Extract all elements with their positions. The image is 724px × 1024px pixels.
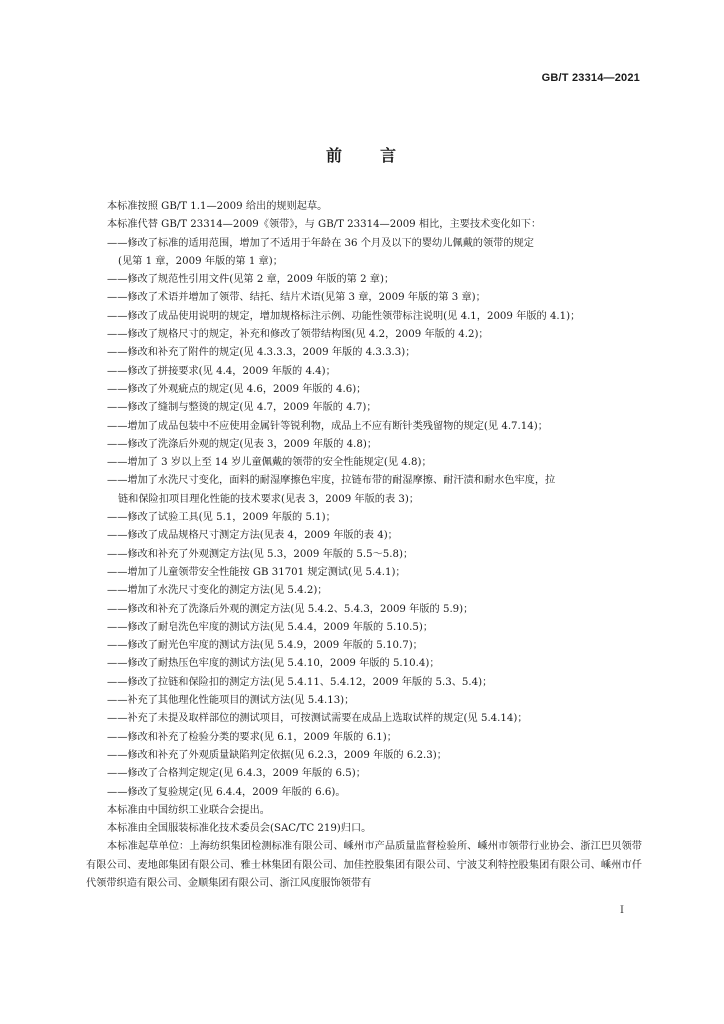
change-item-continuation: 链和保险扣项目理化性能的技术要求(见表 3，2009 年版的表 3)； xyxy=(118,493,420,505)
change-item: ——修改和补充了外观质量缺陷判定依据(见 6.2.3，2009 年版的 6.2.3)； xyxy=(107,749,447,761)
change-item: ——增加了水洗尺寸变化的测定方法(见 5.4.2)； xyxy=(107,585,328,597)
change-item: ——修改了成品规格尺寸测定方法(见表 4，2009 年版的表 4)； xyxy=(107,530,398,542)
change-item: ——修改了耐皂洗色牢度的测试方法(见 5.4.4，2009 年版的 5.10.5)； xyxy=(107,621,434,633)
change-item: ——修改了外观疵点的规定(见 4.6，2009 年版的 4.6)； xyxy=(107,383,367,395)
page-number: Ⅰ xyxy=(620,905,624,916)
intro-line: 本标准按照 GB/T 1.1—2009 给出的规则起草。 xyxy=(107,201,328,212)
change-item: ——增加了儿童领带安全性能按 GB 31701 规定测试(见 5.4.1)； xyxy=(107,566,406,578)
change-item: ——增加了成品包装中不应使用金属针等锐利物，成品上不应有断针类残留物的规定(见 4.7.14)； xyxy=(107,420,548,432)
change-item: ——修改了耐光色牢度的测试方法(见 5.4.9，2009 年版的 5.10.7)； xyxy=(107,640,423,652)
change-item: ——增加了水洗尺寸变化，面料的耐湿摩擦色牢度，拉链布带的耐湿摩擦、耐汗渍和耐水色牢度，拉 xyxy=(107,475,556,487)
change-item: ——修改了试验工具(见 5.1，2009 年版的 5.1)； xyxy=(107,512,336,524)
change-item: ——修改了标准的适用范围，增加了不适用于年龄在 36 个月及以下的婴幼儿佩戴的领带的规定 xyxy=(107,237,534,249)
drafting-units-paragraph: 本标准起草单位：上海纺织集团检测标准有限公司、嵊州市产品质量监督检验所、嵊州市领带行业协会、浙江巴贝领带有限公司、麦地郎集团有限公司、雅士林集团有限公司、加佳控股集团有限公司、宁波艾利特控股集团有限公司、嵊州市仟代领带织造有限公司、金顺集团有限公司、浙江风度服饰领带有 xyxy=(86,841,642,889)
change-item: ——补充了未提及取样部位的测试项目，可按测试需要在成品上选取试样的规定(见 5.4.14)； xyxy=(107,713,528,725)
change-item: ——修改了规格尺寸的规定，补充和修改了领带结构图(见 4.2，2009 年版的 4.2)； xyxy=(107,329,489,341)
change-item: ——修改了复验规定(见 6.4.4，2009 年版的 6.6)。 xyxy=(107,786,346,798)
change-item: ——修改了术语并增加了领带、结托、结片术语(见第 3 章，2009 年版的第 3 章)； xyxy=(107,292,486,304)
standard-code: GB/T 23314—2021 xyxy=(541,72,640,84)
committee-statement: 本标准由全国服装标准化技术委员会(SAC/TC 219)归口。 xyxy=(107,823,372,835)
change-item: ——修改了规范性引用文件(见第 2 章，2009 年版的第 2 章)； xyxy=(107,274,395,286)
change-item: ——修改和补充了附件的规定(见 4.3.3.3，2009 年版的 4.3.3.3)； xyxy=(107,347,416,359)
change-item: ——增加了 3 岁以上至 14 岁儿童佩戴的领带的安全性能规定(见 4.8)； xyxy=(107,457,432,469)
change-item: ——修改和补充了外观测定方法(见 5.3，2009 年版的 5.5～5.8)； xyxy=(107,548,414,560)
change-item: ——修改和补充了洗涤后外观的测定方法(见 5.4.2、5.4.3，2009 年版的 5.9)； xyxy=(107,603,474,615)
change-item: ——修改了拼接要求(见 4.4，2009 年版的 4.4)； xyxy=(107,365,336,377)
preface-body xyxy=(86,198,642,893)
change-item: ——修改和补充了检验分类的要求(见 6.1，2009 年版的 6.1)； xyxy=(107,731,397,743)
change-item: ——修改了耐热压色牢度的测试方法(见 5.4.10，2009 年版的 5.10.4)； xyxy=(107,658,440,670)
change-item: ——补充了其他理化性能项目的测试方法(见 5.4.13)； xyxy=(107,695,355,707)
change-item: ——修改了洗涤后外观的规定(见表 3，2009 年版的 4.8)； xyxy=(107,438,378,450)
change-item: ——修改了缝制与整烫的规定(见 4.7，2009 年版的 4.7)； xyxy=(107,402,377,414)
change-item: ——修改了合格判定规定(见 6.4.3，2009 年版的 6.5)； xyxy=(107,768,366,780)
change-item: ——修改了拉链和保险扣的测定方法(见 5.4.11、5.4.12，2009 年版的 5.3、5.4)； xyxy=(107,676,493,688)
change-item-continuation: (见第 1 章，2009 年版的第 1 章)； xyxy=(118,255,283,267)
change-item: ——修改了成品使用说明的规定，增加规格标注示例、功能性领带标注说明(见 4.1，2009 年版的 4.1)； xyxy=(107,310,581,322)
intro-line: 本标准代替 GB/T 23314—2009《领带》，与 GB/T 23314—2009 相比，主要技术变化如下： xyxy=(107,219,542,231)
proposer-statement: 本标准由中国纺织工业联合会提出。 xyxy=(107,804,270,816)
page-title: 前 言 xyxy=(325,146,398,165)
